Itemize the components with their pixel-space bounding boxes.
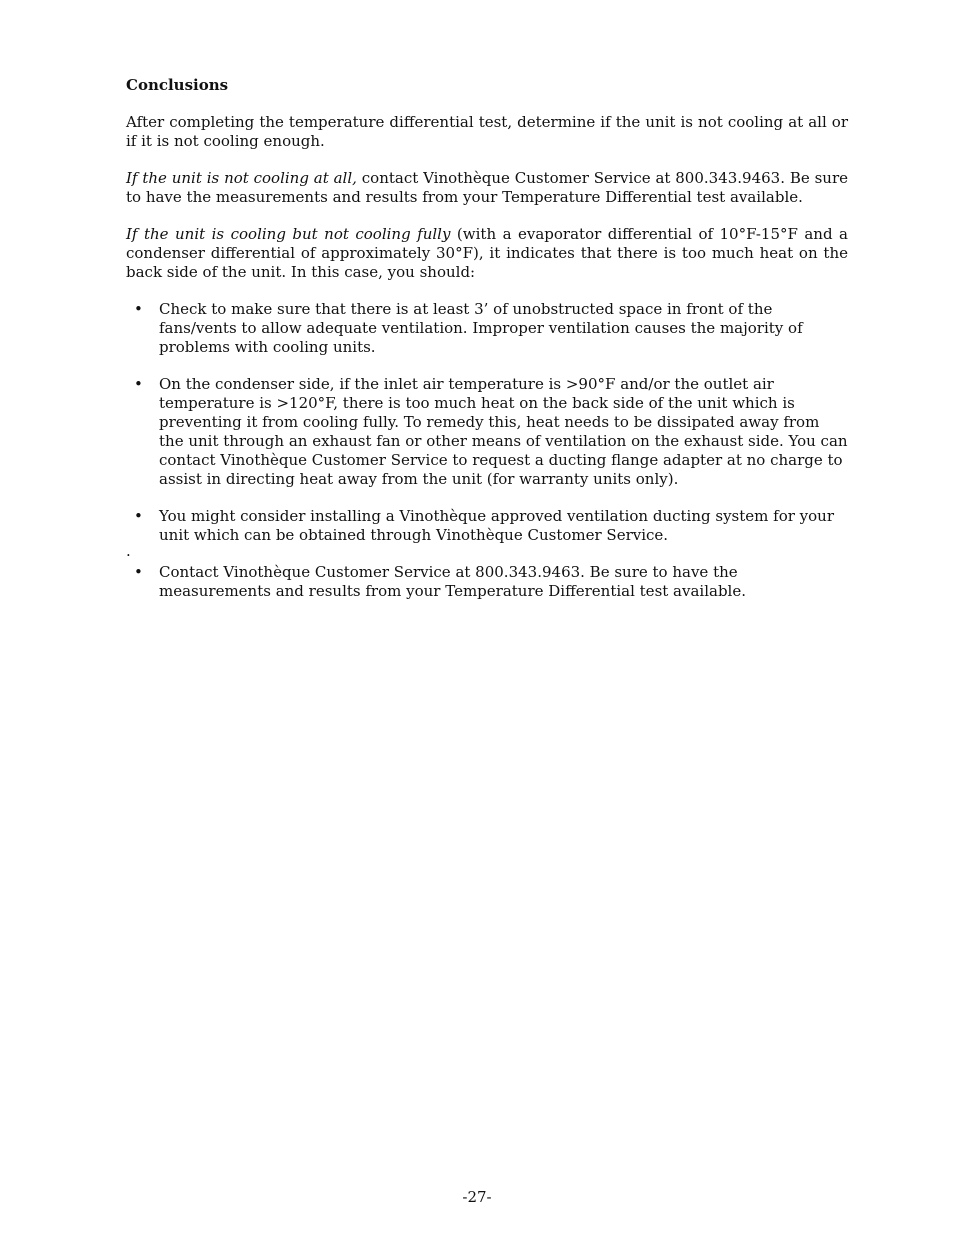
list-item-text: You might consider installing a Vinothèque approved ventilation ducting system for your unit which can be obtained through Vinothèque Customer Service. [159,507,835,544]
bullet-icon: • [134,563,143,581]
list-item [126,300,848,357]
bullet-icon: • [134,300,143,318]
partial-cooling-paragraph [126,225,848,282]
intro-paragraph: After completing the temperature differential test, determine if the unit is not cooling at all or if it is not cooling enough. [126,113,848,150]
partial-cooling-text: (with a evaporator differential of 10°F-15°F and a condenser differential of approximately 30°F), it indicates that there is too much heat on the back side of the unit. In this case, you should: [126,225,848,281]
stray-period: . [126,542,131,560]
list-item-text: Check to make sure that there is at least 3’ of unobstructed space in front of the fans/vents to allow adequate ventilation. Improper ventilation causes the majority of problems with cooling units. [159,300,803,356]
list-item [126,375,848,489]
not-cooling-text: contact Vinothèque Customer Service at 800.343.9463. Be sure to have the measurements and results from your Temperature Differential test available. [126,169,848,206]
section-heading: Conclusions [126,76,229,94]
document-body [126,76,848,619]
not-cooling-paragraph [126,169,848,207]
partial-cooling-lead: If the unit is cooling but not cooling fully [126,225,451,243]
list-item-text: Contact Vinothèque Customer Service at 800.343.9463. Be sure to have the measurements and results from your Temperature Differential test available. [159,563,746,600]
list-item-text: On the condenser side, if the inlet air temperature is >90°F and/or the outlet air temperature is >120°F, there is too much heat on the back side of the unit which is preventing it from cooling fully. To remedy this, heat needs to be dissipated away from the unit through an exhaust fan or other means of ventilation on the exhaust side. You can contact Vinothèque Customer Service to request a ducting flange adapter at no charge to assist in directing heat away from the unit (for warranty units only). [159,375,848,488]
not-cooling-lead: If the unit is not cooling at all, [126,169,357,187]
recommendation-list [126,300,848,601]
page-number: -27- [462,1188,492,1206]
bullet-icon: • [134,375,143,393]
list-item [126,507,848,545]
list-item [126,563,848,601]
bullet-icon: • [134,507,143,525]
